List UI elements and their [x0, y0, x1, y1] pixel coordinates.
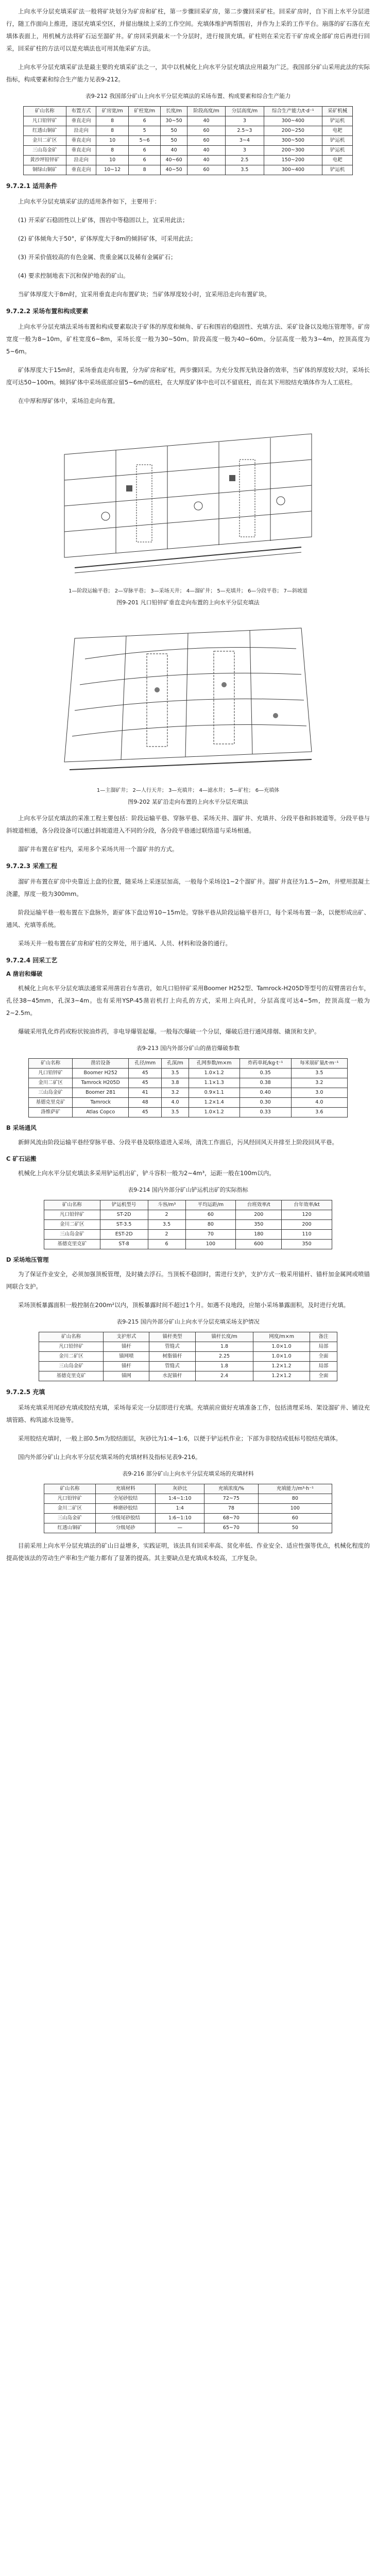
table-cell: 0.30 [240, 1098, 291, 1108]
table-cell: 凡口铅锌矿 [39, 1342, 104, 1352]
table-header-cell: 矿山名称 [24, 107, 66, 116]
subsection-title: D 采场地压管理 [6, 1256, 49, 1263]
paragraph: 上向水平分层充填采矿法的适用条件如下，主要用于： [18, 198, 160, 205]
table-cell: 1:6~1:10 [156, 1514, 204, 1523]
table-header-cell: 铲运机型号 [100, 1200, 148, 1210]
subsection-title: A 凿岩和爆破 [6, 970, 43, 977]
paragraph: 采场天井一般布置在矿房和矿柱的交界处，用于通风、人员、材料和设备的通行。 [18, 940, 231, 947]
subsection-title: C 矿石运搬 [6, 1155, 37, 1162]
table-cell: 锚杆 [104, 1342, 149, 1352]
table-cell: 300~400 [264, 116, 322, 126]
table-cell: EST-2D [100, 1230, 148, 1240]
table-cell: 78 [204, 1504, 259, 1514]
table-cell: 6 [128, 156, 161, 165]
paragraph: 爆破采用乳化炸药或粉状铵油炸药，非电导爆管起爆。一般每次爆破一个分层，爆破后进行通风排烟、撬顶和支护。 [18, 1028, 320, 1035]
table-header-cell: 网度/m×m [253, 1332, 310, 1342]
table-cell: 1:4~1:10 [156, 1494, 204, 1504]
table-cell: 80 [185, 1220, 236, 1230]
figure-legend: 2—穿脉平巷 [114, 588, 144, 594]
table-row [24, 165, 353, 175]
figure-legend: 2—人行天井 [132, 788, 162, 793]
paragraph: 溜矿井布置在矿柱内，采用多个采场共用一个溜矿井的方式。 [18, 845, 178, 853]
table-header-cell: 炸药单耗/kg·t⁻¹ [240, 1059, 291, 1069]
table-header-cell: 矿柱宽/m [128, 107, 161, 116]
table-216 [44, 1484, 332, 1533]
paragraph: 目前采用上向水平分层充填法的矿山日益增多，实践证明，该法具有回采率高、贫化率低、作业安全、适应性强等优点，机械化程度的提高使该法的劳动生产率和生产能力都有了显著的提高。其主要缺点是充填成本较高，工序复杂。 [6, 1542, 370, 1562]
table-cell: 锚网喷 [104, 1352, 149, 1362]
table-cell: 黄沙坪铅锌矿 [24, 156, 66, 165]
table-row [44, 1514, 332, 1523]
table-cell: 40 [187, 146, 225, 156]
table-cell: 100 [258, 1504, 332, 1514]
table-cell: 6 [128, 116, 161, 126]
table-header-cell: 长度/m [161, 107, 187, 116]
table-header-cell: 斗容/m³ [148, 1200, 185, 1210]
table-cell: 0.40 [240, 1088, 291, 1098]
table-cell: 8 [96, 116, 129, 126]
table-cell: 2 [148, 1210, 185, 1220]
table-cell: 1.8 [195, 1342, 253, 1352]
table-cell: 锚杆 [104, 1362, 149, 1371]
table-cell: 10 [96, 136, 129, 146]
table-header-cell: 综合生产能力/t·d⁻¹ [264, 107, 322, 116]
table-caption: 表9-216 部分矿山上向水平分层充填采场的充填材料 [122, 1470, 254, 1477]
table-cell: 管缝式 [149, 1362, 195, 1371]
table-header-cell: 平均运距/m [185, 1200, 236, 1210]
table-row [29, 1088, 348, 1098]
table-cell: 3.5 [291, 1069, 347, 1078]
table-cell: 3.5 [226, 165, 264, 175]
table-header-cell: 锚杆长度/m [195, 1332, 253, 1342]
table-215 [39, 1332, 337, 1381]
figure-legend: 6—分段平巷 [247, 588, 277, 594]
table-cell: 三山岛金矿 [39, 1362, 104, 1371]
table-cell: 金川二矿区 [24, 136, 66, 146]
figure-legend: 1—阶段运输平巷 [69, 588, 108, 594]
table-cell: 局部 [310, 1342, 337, 1352]
figure-legend: 5—充填井 [217, 588, 241, 594]
table-cell: 铲运机 [322, 136, 353, 146]
table-cell: 2.5~3 [226, 126, 264, 136]
table-cell: 1.0×1.0 [253, 1352, 310, 1362]
table-cell: 金川二矿区 [29, 1078, 73, 1088]
table-cell: 0.9×1.1 [189, 1088, 240, 1098]
table-cell: 48 [129, 1098, 162, 1108]
table-header-cell: 孔深/m [162, 1059, 189, 1069]
paragraph: 在中厚和厚矿体中，采场沿走向布置。 [18, 397, 119, 404]
table-cell: 金川二矿区 [39, 1352, 104, 1362]
section-title: 9.7.2.2 采场布置和构成要素 [6, 308, 89, 315]
table-cell: 4.0 [162, 1098, 189, 1108]
table-header-cell: 阶段高度/m [187, 107, 225, 116]
table-cell: 0.38 [240, 1078, 291, 1088]
figure-legend: 1—主溜矿井 [96, 788, 126, 793]
table-row [44, 1504, 332, 1514]
table-cell: 3 [226, 146, 264, 156]
figure-201-drawing [44, 413, 332, 583]
table-cell: 铲运机 [322, 165, 353, 175]
paragraph: 采场充填采用尾砂充填或胶结充填，采场每采完一分层即进行充填。充填前应做好充填准备工作，包括清理采场、架设溜矿井、铺设充填管路、构筑滤水设施等。 [6, 1404, 370, 1423]
table-212 [23, 106, 353, 175]
table-cell: 10~12 [96, 165, 129, 175]
paragraph: 为了保证作业安全，必须加强顶板管理，及时撬去浮石。当顶板不稳固时，需进行支护，支护方式一般采用锚杆、锚杆加金属网或喷锚网联合支护。 [6, 1270, 370, 1290]
table-cell: 锚网 [104, 1371, 149, 1381]
table-cell: 棒磨砂胶结 [95, 1504, 156, 1514]
table-cell: 电耙 [322, 156, 353, 165]
table-cell: 三山岛金矿 [29, 1088, 73, 1098]
table-cell: 三山岛金矿 [44, 1230, 100, 1240]
table-cell: 全面 [310, 1371, 337, 1381]
figure-legend: 4—溜矿井 [186, 588, 211, 594]
figure-caption: 图9-202 某矿沿走向布置的上向水平分层充填法 [128, 799, 248, 805]
table-cell: 110 [282, 1230, 332, 1240]
table-cell: 2.5 [226, 156, 264, 165]
table-cell: 120 [282, 1210, 332, 1220]
table-cell: 1.0×1.2 [189, 1069, 240, 1078]
table-cell: 10 [96, 156, 129, 165]
table-cell: 铲运机 [322, 116, 353, 126]
figure-caption: 图9-201 凡口铅锌矿垂直走向布置的上向水平分层充填法 [116, 599, 260, 606]
table-cell: Boomer H252 [73, 1069, 129, 1078]
intro-paragraph: 上向水平分层充填采矿法是最主要的充填采矿法之一，其中以机械化上向水平分层充填法应用最为广泛。我国部分矿山采用此法的实际指标，构成要素和综合生产能力见表9-212。 [6, 63, 370, 83]
table-cell: 5~6 [128, 136, 161, 146]
table-header-cell: 分层高度/m [226, 107, 264, 116]
list-item: (3) 开采价值较高的有色金属、贵重金属以及稀有金属矿石； [18, 253, 177, 261]
subsection-title: B 采场通风 [6, 1124, 37, 1131]
table-cell: 50 [161, 136, 187, 146]
paragraph: 国内外部分矿山上向水平分层充填采场的充填材料及指标见表9-216。 [18, 1453, 201, 1461]
list-item: (4) 要求控制地表下沉和保护地表的矿山。 [18, 272, 129, 279]
table-cell: 100 [185, 1240, 236, 1249]
list-item: (1) 开采矿石稳固性以上矿体，围岩中等稳固以上，宜采用此法； [18, 216, 189, 224]
table-cell: 三山岛金矿 [24, 146, 66, 156]
table-213 [28, 1058, 348, 1117]
table-cell: 60 [187, 126, 225, 136]
table-cell: 1.0×1.0 [253, 1342, 310, 1352]
table-header-cell: 每米崩矿量/t·m⁻¹ [291, 1059, 347, 1069]
table-cell: 垂直走向 [66, 116, 96, 126]
table-cell: 3 [226, 116, 264, 126]
table-cell: 基德克里克矿 [44, 1240, 100, 1249]
figure-legend: 5—矿柱 [230, 788, 249, 793]
table-cell: 凡口铅锌矿 [24, 116, 66, 126]
paragraph: 矿体厚度大于15m时，采场垂直走向布置，分为矿房和矿柱，两步骤回采。为充分发挥无轨设备的效率，当矿体的厚度较大时，采场长度可达50~100m。倾斜矿体中采场底部应留5~6m的底柱，在大厚度矿体中也可以不留底柱，而在其下用胶结充填体作为人工底柱。 [6, 366, 370, 386]
table-row [44, 1210, 332, 1220]
table-cell: 红透山铜矿 [44, 1523, 96, 1533]
table-cell: 40~60 [161, 156, 187, 165]
table-row [39, 1352, 337, 1362]
table-header-cell: 矿山名称 [29, 1059, 73, 1069]
table-header-cell: 矿山名称 [44, 1200, 100, 1210]
table-row [29, 1078, 348, 1088]
table-header-cell: 矿房宽/m [96, 107, 129, 116]
table-cell: 350 [236, 1220, 282, 1230]
table-cell: 600 [236, 1240, 282, 1249]
table-cell: 铜绿山铜矿 [24, 165, 66, 175]
table-header-cell: 备注 [310, 1332, 337, 1342]
table-cell: Tamrock [73, 1098, 129, 1108]
table-cell: 1:4 [156, 1504, 204, 1514]
table-cell: Tamrock H205D [73, 1078, 129, 1088]
table-cell: Atlas Copco [73, 1108, 129, 1117]
table-row [29, 1108, 348, 1117]
table-header-cell: 锚杆类型 [149, 1332, 195, 1342]
figure-legend: 7—斜坡道 [283, 588, 307, 594]
table-row [24, 136, 353, 146]
table-row [44, 1220, 332, 1230]
table-cell: 200~250 [264, 126, 322, 136]
table-cell: 68~70 [204, 1514, 259, 1523]
table-cell: 1.0×1.2 [189, 1108, 240, 1117]
table-cell: 金川二矿区 [44, 1220, 100, 1230]
table-cell: 1.2×1.4 [189, 1098, 240, 1108]
table-cell: ST-8 [100, 1240, 148, 1249]
table-cell: 分级尾砂 [95, 1523, 156, 1533]
table-cell: 分级尾砂胶结 [95, 1514, 156, 1523]
table-cell: 三山岛金矿 [44, 1514, 96, 1523]
figure-legend: 4—滤水井 [199, 788, 223, 793]
table-cell: 200 [236, 1210, 282, 1220]
table-cell: 沿走向 [66, 156, 96, 165]
table-cell: 80 [258, 1494, 332, 1504]
table-cell: 垂直走向 [66, 136, 96, 146]
table-caption: 表9-214 国内外部分矿山铲运机出矿的实际指标 [128, 1187, 248, 1193]
table-cell: 全尾砂胶结 [95, 1494, 156, 1504]
intro-paragraph: 上向水平分层充填采矿法一般将矿块划分为矿房和矿柱，第一步骤回采矿房，第二步骤回采矿柱。回采矿房时，自下而上水平分层进行，随工作面向上推进，逐层充填采空区，并留出继续上采的工作空间。充填体维护两帮围岩，并作为上采的工作平台。崩落的矿石落在充填体表面上，用机械方法将矿石运至溜矿井。矿房回采到最末一个分层时，进行接顶充填。矿柱则在采完若干矿房或全部矿房后再进行回采，回采矿柱的方法可以是充填法也可用其他采矿方法。 [6, 8, 370, 52]
table-cell: 水泥锚杆 [149, 1371, 195, 1381]
table-cell: 45 [129, 1108, 162, 1117]
table-cell: 1.2×1.2 [253, 1371, 310, 1381]
table-row [44, 1494, 332, 1504]
table-cell: 树脂锚杆 [149, 1352, 195, 1362]
table-cell: Boomer 281 [73, 1088, 129, 1098]
table-cell: 45 [129, 1069, 162, 1078]
paragraph: 采用胶结充填时，一般上部0.5m为胶结面层，灰砂比为1:4~1:6，以便于铲运机作业；下部为非胶结或低标号胶结充填体。 [18, 1435, 342, 1442]
table-cell: 40 [187, 116, 225, 126]
paragraph: 上向水平分层充填法采场布置和构成要素取决于矿体的厚度和倾角、矿石和围岩的稳固性、充填方法、采矿设备以及地压管理等。矿房宽度一般为8~10m，矿柱宽度6~8m，采场长度一般为30~50m。阶段高度一般为40~60m。分层高度一般为3~4m，控顶高度为5~6m。 [6, 323, 370, 355]
table-cell: 40 [161, 146, 187, 156]
table-cell: 沿走向 [66, 126, 96, 136]
table-row [39, 1342, 337, 1352]
table-cell: — [156, 1523, 204, 1533]
table-cell: 2.25 [195, 1352, 253, 1362]
table-cell: 50 [258, 1523, 332, 1533]
table-caption: 表9-213 国内外部分矿山的凿岩爆破参数 [136, 1045, 240, 1052]
table-214 [44, 1200, 332, 1249]
table-cell: 管缝式 [149, 1342, 195, 1352]
table-header-cell: 支护形式 [104, 1332, 149, 1342]
table-cell: 2.4 [195, 1371, 253, 1381]
paragraph: 机械化上向水平分层充填法多采用铲运机出矿，铲斗容积一般为2~4m³，运距一般在100m以内。 [18, 1170, 275, 1177]
table-cell: 3.2 [162, 1088, 189, 1098]
table-cell: 50 [161, 126, 187, 136]
paragraph: 新鲜风流由阶段运输平巷经穿脉平巷、分段平巷及联络道进入采场，清洗工作面后，污风经回风天井排至上阶段回风平巷。 [18, 1139, 338, 1146]
table-cell: 72~75 [204, 1494, 259, 1504]
table-header-cell: 矿山名称 [44, 1484, 96, 1494]
figure-legend: 3—充填井 [168, 788, 193, 793]
table-header-cell: 矿山名称 [39, 1332, 104, 1342]
table-header-cell: 凿岩设备 [73, 1059, 129, 1069]
table-cell: 6 [128, 146, 161, 156]
table-header-cell: 台年效率/kt [282, 1200, 332, 1210]
table-cell: 60 [187, 136, 225, 146]
table-row [44, 1523, 332, 1533]
table-row [24, 126, 353, 136]
paragraph: 采场顶板暴露面积一般控制在200m²以内，顶板暴露时间不超过1个月。如遇不良地段，应缩小采场暴露面积，及时进行充填。 [18, 1301, 350, 1309]
table-cell: ST-3.5 [100, 1220, 148, 1230]
table-cell: 凡口铅锌矿 [29, 1069, 73, 1078]
table-cell: 3.8 [162, 1078, 189, 1088]
table-row [24, 116, 353, 126]
table-row [24, 146, 353, 156]
table-cell: 3.5 [162, 1069, 189, 1078]
table-cell: 8 [96, 126, 129, 136]
table-header-cell: 充填浓度/% [204, 1484, 259, 1494]
table-header-cell: 采矿机械 [322, 107, 353, 116]
table-row [39, 1362, 337, 1371]
table-cell: 350 [282, 1240, 332, 1249]
section-title: 9.7.2.4 回采工艺 [6, 957, 58, 964]
table-header-cell: 台班效率/t [236, 1200, 282, 1210]
table-cell: 2 [148, 1230, 185, 1240]
table-cell: 1.8 [195, 1362, 253, 1371]
table-cell: 45 [129, 1078, 162, 1088]
table-cell: 40 [187, 156, 225, 165]
table-cell: 3.6 [291, 1108, 347, 1117]
table-cell: ST-2D [100, 1210, 148, 1220]
table-cell: 垂直走向 [66, 146, 96, 156]
section-title: 9.7.2.5 充填 [6, 1388, 45, 1396]
table-header-cell: 充填材料 [95, 1484, 156, 1494]
table-row [29, 1069, 348, 1078]
table-cell: 3~4 [226, 136, 264, 146]
table-cell: 3.0 [291, 1088, 347, 1098]
figure-202-drawing [44, 613, 332, 783]
table-cell: 65~70 [204, 1523, 259, 1533]
table-cell: 8 [128, 165, 161, 175]
table-cell: 30~50 [161, 116, 187, 126]
table-header-cell: 孔网参数/m×m [189, 1059, 240, 1069]
table-cell: 3.5 [162, 1108, 189, 1117]
table-cell: 60 [185, 1210, 236, 1220]
table-cell: 5 [128, 126, 161, 136]
table-row [24, 156, 353, 165]
table-cell: 局部 [310, 1362, 337, 1371]
paragraph: 上向水平分层充填法的采准工程主要包括：阶段运输平巷、穿脉平巷、采场天井、溜矿井、充填井、分段平巷和斜坡道等。分段平巷与斜坡道相通，各分段设备可以通过斜坡道进入不同的分段，各分段平巷通过联络道与采场相通。 [6, 815, 370, 834]
table-cell: 60 [258, 1514, 332, 1523]
table-cell: 全面 [310, 1352, 337, 1362]
table-header-cell: 充填能力/m³·h⁻¹ [258, 1484, 332, 1494]
table-cell: 垂直走向 [66, 165, 96, 175]
table-cell: 4.0 [291, 1098, 347, 1108]
table-cell: 200~300 [264, 146, 322, 156]
paragraph: 当矿体厚度大于8m时，宜采用垂直走向布置矿块；当矿体厚度较小时，宜采用沿走向布置矿块。 [18, 291, 271, 298]
table-header-cell: 孔径/mm [129, 1059, 162, 1069]
table-cell: 基德克里克矿 [39, 1371, 104, 1381]
paragraph: 溜矿井布置在矿房中央靠近上盘的位置，随采场上采逐层加高，一般每个采场设1~2个溜矿井。溜矿井直径为1.5~2m，井壁用混凝土浇灌，厚度一般为300mm。 [6, 878, 370, 897]
table-cell: 1.2×1.2 [253, 1362, 310, 1371]
table-cell: 60 [187, 165, 225, 175]
figure-legend: 6—充填体 [255, 788, 280, 793]
list-item: (2) 矿体倾角大于50°，矿体厚度大于8m的倾斜矿体，可采用此法； [18, 235, 197, 242]
table-cell: 300~500 [264, 136, 322, 146]
table-cell: 6 [148, 1240, 185, 1249]
table-cell: 150~200 [264, 156, 322, 165]
table-cell: 180 [236, 1230, 282, 1240]
table-cell: 铲运机 [322, 146, 353, 156]
table-cell: 200 [282, 1220, 332, 1230]
table-cell: 0.35 [240, 1069, 291, 1078]
figure-legend: 3—采场天井 [150, 588, 180, 594]
table-row [29, 1098, 348, 1108]
table-caption: 表9-212 我国部分矿山上向水平分层充填法的采场布置、构成要素和综合生产能力 [85, 93, 291, 99]
table-header-cell: 布置方式 [66, 107, 96, 116]
table-cell: 0.33 [240, 1108, 291, 1117]
table-cell: 红透山铜矿 [24, 126, 66, 136]
table-cell: 凡口铅锌矿 [44, 1210, 100, 1220]
table-cell: 300~400 [264, 165, 322, 175]
table-header-cell: 灰砂比 [156, 1484, 204, 1494]
table-row [44, 1230, 332, 1240]
table-caption: 表9-215 国内外部分矿山上向水平分层充填采场支护情况 [116, 1318, 260, 1325]
paragraph: 阶段运输平巷一般布置在下盘脉外，距矿体下盘边界10~15m处。穿脉平巷从阶段运输平巷开口，每个采场布置一条，以便形成出矿、通风、充填等系统。 [6, 909, 370, 928]
table-row [44, 1240, 332, 1249]
section-title: 9.7.2.1 适用条件 [6, 182, 58, 190]
table-cell: 基德克里克矿 [29, 1098, 73, 1108]
table-cell: 8 [96, 146, 129, 156]
table-cell: 1.1×1.3 [189, 1078, 240, 1088]
table-cell: 凡口铅锌矿 [44, 1494, 96, 1504]
table-cell: 金川二矿区 [44, 1504, 96, 1514]
table-cell: 41 [129, 1088, 162, 1098]
table-row [39, 1371, 337, 1381]
table-cell: 40~50 [161, 165, 187, 175]
table-cell: 洛维萨矿 [29, 1108, 73, 1117]
table-cell: 电耙 [322, 126, 353, 136]
table-cell: 70 [185, 1230, 236, 1240]
paragraph: 机械化上向水平分层充填法通常采用凿岩台车凿岩，如凡口铅锌矿采用Boomer H252型、Tamrock-H205D等型号的双臂凿岩台车，孔径38~45mm，孔深3~4m。也有采用YSP-45凿岩机打上向孔的方式，采用上向孔时，分层高度可达4~5m，控顶高度一般为2~2.5m。 [6, 985, 370, 1016]
table-cell: 3.2 [291, 1078, 347, 1088]
section-title: 9.7.2.3 采准工程 [6, 862, 58, 870]
table-cell: 3.5 [148, 1220, 185, 1230]
page: 上向水平分层充填采矿法一般将矿块划分为矿房和矿柱，第一步骤回采矿房，第二步骤回采矿柱。回采矿房时，自下而上水平分层进行，随工作面向上推进，逐层充填采空区，并留出继续上采的工作空间。充填体维护两帮围岩，并作为上采的工作平台。崩落的矿石落在充填体表面上，用机械方法将矿石运至溜矿井。矿房回采到最末一个分层时，进行接顶充填。矿柱则在采完若干矿房或全部矿房后再进行回采，回采矿柱的方法可以是充填法也可用其他采矿方法。 上向水平分层充填采矿法是最主要的充填采矿法之一，其中以机械化上向水平分层充填法应用最为广泛。我国部分矿山采用此法的实际指标，构成要素和综合生产能力见表9-212。 表9-212 我国部分矿山上向水平分层充填法的采场布置、构成要素和综合生产能力 矿山名称 布置方式 矿房宽/m 矿柱宽/m 长度/m 阶段高度/m 分层高度/m 综合生产能力/t·d⁻¹ 采矿机械 凡口铅锌矿 垂直走向 8 6 30~50 40 3 300~400 铲运机 红透山铜矿 沿走向 8 5 50 60 2.5~3 200~250 电耙 金川二矿区 垂直走向 10 5~6 50 60 3~4 300~500 铲运机 三山岛金矿 垂直走向 8 6 40 40 3 200~300 铲运机 黄沙坪铅锌矿 沿走向 10 6 40~60 40 2.5 150~200 电耙 铜绿山铜矿 垂直走向 10~12 8 40~50 60 3.5 300~400 铲运机 9.7.2.1 适用条件 上向水平分层充填采矿法的适用条件如下，主要用于： (1) 开采矿石稳固性以上矿体，围岩中等稳固以上，宜采用此法； (2) 矿体倾角大于50°，矿体厚度大于8m的倾斜矿体，可采用此法； (3) 开采价值较高的有色金属、贵重金属以及稀有金属矿石； (4) 要求控制地表下沉和保护地表的矿山。 当矿体厚度大于8m时，宜采用垂直走向布置矿块；当矿体厚度较小时，宜采用沿走向布置矿块。 9.7.2.2 采场布置和构成要素 上向水平分层充填法采场布置和构成要素取决于矿体的厚度和倾角、矿石和围岩的稳固性、充填方法、采矿设备以及地压管理等。矿房宽度一般为8~10m，矿柱宽度6~8m，采场长度一般为30~50m。阶段高度一般为40~60m。分层高度一般为3~4m，控顶高度为5~6m。 矿体厚度大于15m时，采场垂直走向布置，分为矿房和矿柱，两步骤回采。为充分发挥无轨设备的效率，当矿体的厚度较大时，采场长度可达50~100m。倾斜矿体中采场底部应留5~6m的底柱，在大厚度矿体中也可以不留底柱，而在其下用胶结充填体作为人工底柱。 在中厚和厚矿体中，采场沿走向布置。 1—阶段运输平巷； 2—穿脉平巷； 3—采场天井； 4—溜矿井； 5—充填井； 6—分段平巷； 7—斜坡道 图9-201 凡口铅锌矿垂直走向布置的上向水平分层充填法 1—主溜矿井； 2—人行天井； 3—充填井； 4—滤水井； 5—矿柱； 6—充填体 图9-202 某矿沿走向布置的上向水平分层充填法 上向水平分层充填法的采准工程主要包括：阶段运输平巷、穿脉平巷、采场天井、溜矿井、充填井、分段平巷和斜坡道等。分段平巷与斜坡道相通，各分段设备可以通过斜坡道进入不同的分段，各分段平巷通过联络道与采场相通。 溜矿井布置在矿柱内，采用多个采场共用一个溜矿井的方式。 9.7.2.3 采准工程 溜矿井布置在矿房中央靠近上盘的位置，随采场上采逐层加高，一般每个采场设1~2个溜矿井。溜矿井直径为1.5~2m，井壁用混凝土浇灌，厚度一般为300mm。 阶段运输平巷一般布置在下盘脉外，距矿体下盘边界10~15m处。穿脉平巷从阶段运输平巷开口，每个采场布置一条，以便形成出矿、通风、充填等系统。 采场天井一般布置在矿房和矿柱的交界处，用于通风、人员、材料和设备的通行。 9.7.2.4 回采工艺 A 凿岩和爆破 机械化上向水平分层充填法通常采用凿岩台车凿岩，如凡口铅锌矿采用Boomer H252型、Tamrock-H205D等型号的双臂凿岩台车，孔径38~45mm，孔深3~4m。也有采用YSP-45凿岩机打上向孔的方式，采用上向孔时，分层高度可达4~5m，控顶高度一般为2~2.5m。 爆破采用乳化炸药或粉状铵油炸药，非电导爆管起爆。一般每次爆破一个分层，爆破后进行通风排烟、撬顶和支护。 表9-213 国内外部分矿山的凿岩爆破参数 矿山名称 凿岩设备 孔径/mm 孔深/m 孔网参数/m×m 炸药单耗/kg·t⁻¹ 每米崩矿量/t·m⁻¹ 凡口铅锌矿 Boomer H252 45 3.5 1.0×1.2 0.35 3.5 金川二矿区 Tamrock H205D 45 3.8 1.1×1.3 0.38 3.2 三山岛金矿 Boomer 281 41 3.2 0.9×1.1 0.40 3.0 基德克里克矿 Tamrock 48 4.0 1.2×1.4 0.30 4.0 洛维萨矿 Atlas Copco 45 3.5 1.0×1.2 0.33 3.6 B 采场通风 新鲜风流由阶段运输平巷经穿脉平巷、分段平巷及联络道进入采场，清洗工作面后，污风经回风天井排至上阶段回风平巷。 C 矿石运搬 机械化上向水平分层充填法多采用铲运机出矿，铲斗容积一般为2~4m³，运距一般在100m以内。 表9-214 国内外部分矿山铲运机出矿的实际指标 矿山名称 铲运机型号 斗容/m³ 平均运距/m 台班效率/t 台年效率/kt 凡口铅锌矿 ST-2D 2 60 200 120 金川二矿区 ST-3.5 3.5 80 350 200 三山岛金矿 EST-2D 2 70 180 110 基德克里克矿 ST-8 6 100 600 350 D 采场地压管理 为了保证作业安全，必须加强顶板管理，及时撬去浮石。当顶板不稳固时，需进行支护，支护方式一般采用锚杆、锚杆加金属网或喷锚网联合支护。 采场顶板暴露面积一般控制在200m²以内，顶板暴露时间不超过1个月。如遇不良地段，应缩小采场暴露面积，及时进行充填。 表9-215 国内外部分矿山上向水平分层充填采场支护情况 矿山名称 支护形式 锚杆类型 锚杆长度/m 网度/m×m 备注 凡口铅锌矿 锚杆 管缝式 1.8 1.0×1.0 局部 金川二矿区 锚网喷 树脂锚杆 2.25 1.0×1.0 全面 三山岛金矿 锚杆 管缝式 1.8 1.2×1.2 局部 基德克里克矿 锚网 水泥锚杆 2.4 1.2×1.2 全面 9.7.2.5 充填 采场充填采用尾砂充填或胶结充填，采场每采完一分层即进行充填。充填前应做好充填准备工作，包括清理采场、架设溜矿井、铺设充填管路、构筑滤水设施等。 采用胶结充填时，一般上部0.5m为胶结面层，灰砂比为1:4~1:6，以便于铲运机作业；下部为非胶结或低标号胶结充填体。 国内外部分矿山上向水平分层充填采场的充填材料及指标见表9-216。 表9-216 部分矿山上向水平分层充填采场的充填材料 矿山名称 充填材料 灰砂比 充填浓度/% 充填能力/m³·h⁻¹ 凡口铅锌矿 全尾砂胶结 1:4~1:10 72~75 80 金川二矿区 棒磨砂胶结 1:4 78 100 三山岛金矿 分级尾砂胶结 1:6~1:10 68~70 60 红透山铜矿 分级尾砂 — 65~70 50 目前采用上向水平分层充填法的矿山日益增多，实践证明，该法具有回采率高、贫化率低、作业安全、适应性强等优点，机械化程度的提高使该法的劳动生产率和生产能力都有了显著的提高。其主要缺点是充填成本较高，工序复杂。 [0, 0, 376, 2576]
